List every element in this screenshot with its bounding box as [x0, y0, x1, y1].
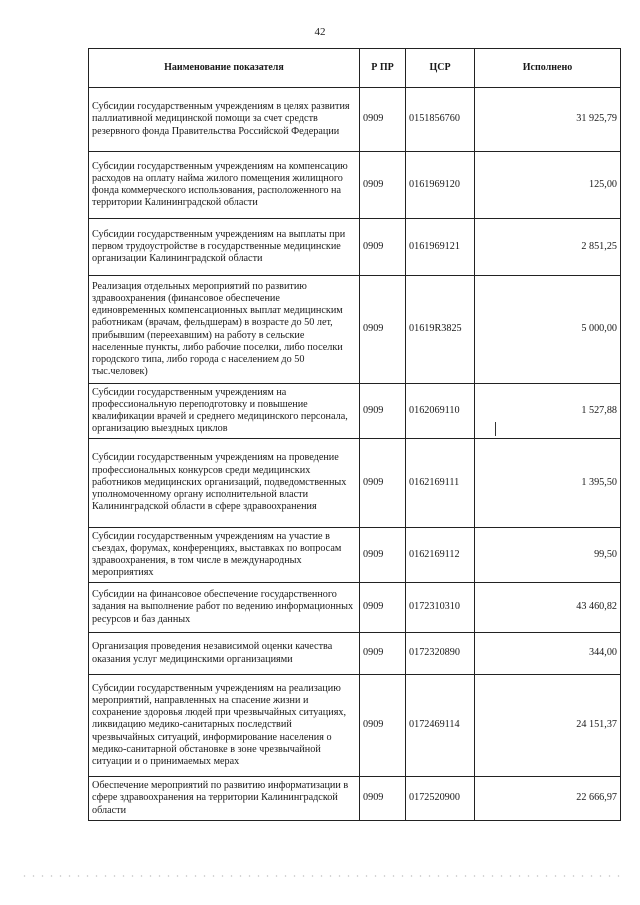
- row-done: 1 527,88: [475, 384, 621, 439]
- budget-table: [88, 48, 621, 821]
- header-csr: ЦСР: [406, 49, 475, 88]
- row-name: Субсидии государственным учреждениям на профессиональную переподготовку и повышение квалификации врачей и среднего медицинского персонала, организацию выездных циклов: [89, 384, 360, 439]
- table-row: [89, 439, 621, 528]
- row-done: 5 000,00: [475, 276, 621, 384]
- row-rpr: 0909: [360, 152, 406, 219]
- row-csr: 0162169111: [406, 439, 475, 528]
- row-name: Организация проведения независимой оценки качества оказания услуг медицинскими организациями: [89, 633, 360, 675]
- row-name: Субсидии государственным учреждениям на выплаты при первом трудоустройстве в государственные медицинские организации Калининградской области: [89, 219, 360, 276]
- row-name: Субсидии на финансовое обеспечение государственного задания на выполнение работ по ведению информационных ресурсов и баз данных: [89, 583, 360, 633]
- row-csr: 0151856760: [406, 88, 475, 152]
- row-done: 99,50: [475, 528, 621, 583]
- row-name: Обеспечение мероприятий по развитию информатизации в сфере здравоохранения на территории Калининградской области: [89, 777, 360, 821]
- row-rpr: 0909: [360, 633, 406, 675]
- row-name: Субсидии государственным учреждениям на проведение профессиональных конкурсов среди медицинских работников медицинских организаций, подведомственных уполномоченному органу исполнительной власти Калининградской области в сфере здравоохранения: [89, 439, 360, 528]
- table-row: [89, 384, 621, 439]
- table-row: [89, 777, 621, 821]
- row-csr: 0162069110: [406, 384, 475, 439]
- row-csr: 0161969120: [406, 152, 475, 219]
- row-csr: 0172520900: [406, 777, 475, 821]
- row-done: 24 151,37: [475, 675, 621, 777]
- row-name: Субсидии государственным учреждениям на участие в съездах, форумах, конференциях, выставках по вопросам здравоохранения, в том числе в международных мероприятиях: [89, 528, 360, 583]
- row-csr: 0172310310: [406, 583, 475, 633]
- table-header-row: [89, 49, 621, 88]
- row-csr: 0161969121: [406, 219, 475, 276]
- row-done: 1 395,50: [475, 439, 621, 528]
- table-row: [89, 675, 621, 777]
- row-name: Субсидии государственным учреждениям на реализацию мероприятий, направленных на спасение жизни и сохранение здоровья людей при чрезвычайных ситуациях, ликвидацию медико-санитарных последствий чрезвычайных ситуаций, информирование населения о медико-санитарной обстановке в зоне чрезвычайной ситуации и о принимаемых мерах: [89, 675, 360, 777]
- scan-noise-strip: [20, 873, 620, 879]
- row-done: 31 925,79: [475, 88, 621, 152]
- row-done: 344,00: [475, 633, 621, 675]
- row-rpr: 0909: [360, 675, 406, 777]
- row-name: Субсидии государственным учреждениям в целях развития паллиативной медицинской помощи за счет средств резервного фонда Правительства Российской Федерации: [89, 88, 360, 152]
- table-row: [89, 276, 621, 384]
- table-row: [89, 528, 621, 583]
- row-done: 43 460,82: [475, 583, 621, 633]
- header-done: Исполнено: [475, 49, 621, 88]
- row-rpr: 0909: [360, 276, 406, 384]
- scan-mark: [495, 422, 496, 436]
- table-row: [89, 583, 621, 633]
- page-number: 42: [314, 26, 326, 38]
- row-done: 2 851,25: [475, 219, 621, 276]
- table-row: [89, 152, 621, 219]
- row-rpr: 0909: [360, 384, 406, 439]
- table-row: [89, 88, 621, 152]
- row-rpr: 0909: [360, 439, 406, 528]
- row-rpr: 0909: [360, 777, 406, 821]
- row-rpr: 0909: [360, 528, 406, 583]
- table-row: [89, 219, 621, 276]
- row-name: Субсидии государственным учреждениям на компенсацию расходов на оплату найма жилого помещения жилищного фонда коммерческого использования, расположенного на территории Калининградской области: [89, 152, 360, 219]
- row-name: Реализация отдельных мероприятий по развитию здравоохранения (финансовое обеспечение единовременных компенсационных выплат медицинским работникам (врачам, фельдшерам) в возрасте до 50 лет, прибывшим (переехавшим) на работу в сельские населенные пункты, либо рабочие поселки, либо поселки городского типа, либо города с населением до 50 тыс.человек): [89, 276, 360, 384]
- table-row: [89, 633, 621, 675]
- row-done: 22 666,97: [475, 777, 621, 821]
- row-done: 125,00: [475, 152, 621, 219]
- row-csr: 0162169112: [406, 528, 475, 583]
- header-rpr: Р ПР: [360, 49, 406, 88]
- row-csr: 0172469114: [406, 675, 475, 777]
- header-name: Наименование показателя: [89, 49, 360, 88]
- row-rpr: 0909: [360, 219, 406, 276]
- row-csr: 01619R3825: [406, 276, 475, 384]
- row-rpr: 0909: [360, 88, 406, 152]
- row-csr: 0172320890: [406, 633, 475, 675]
- row-rpr: 0909: [360, 583, 406, 633]
